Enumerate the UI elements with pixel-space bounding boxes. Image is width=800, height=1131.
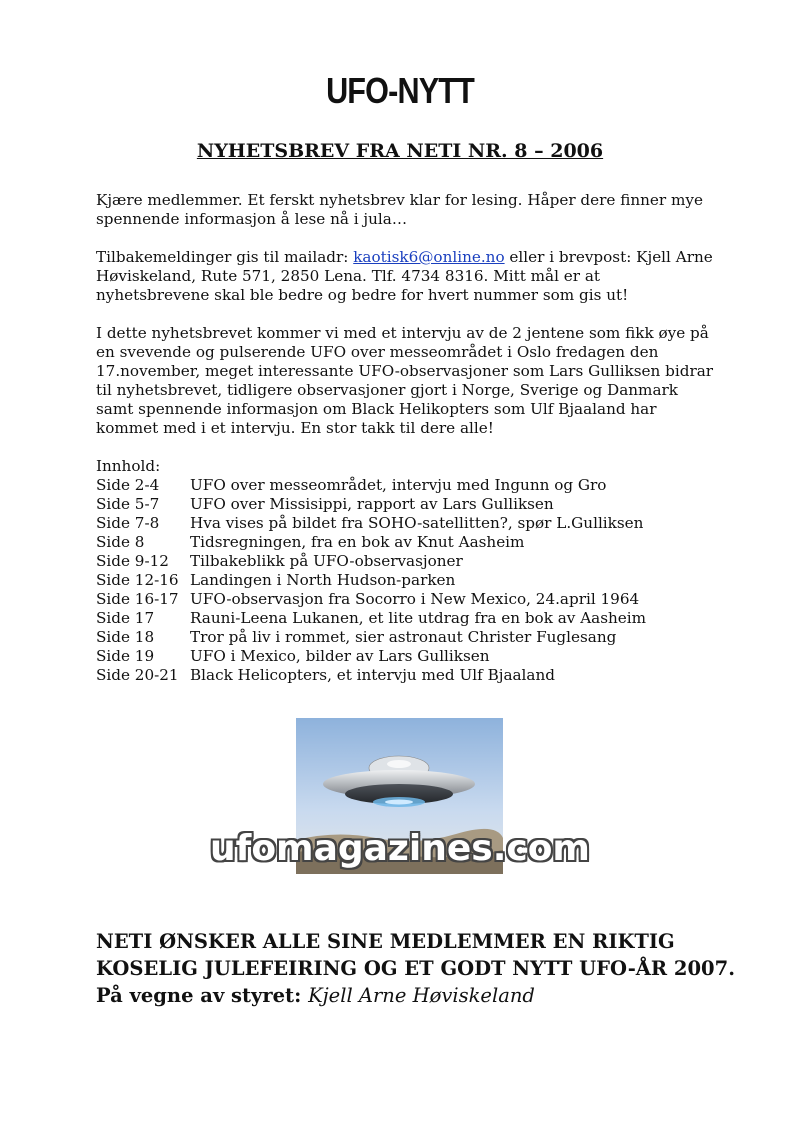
page-title: UFO-NYTT: [326, 70, 474, 111]
toc-row: [96, 628, 716, 647]
summary-paragraph: I dette nyhetsbrevet kommer vi med et intervju av de 2 jentene som fikk øye på en svevende og pulserende UFO over messeområdet i Oslo fredagen den 17.november, meget interessante UFO-observasjoner som Lars Gulliksen bidrar til nyhetsbrevet, tidligere observasjoner gjort i Norge, Sverige og Danmark samt spennende informasjon om Black Helikopters som Ulf Bjaaland har kommet med i et intervju. En stor takk til dere alle!: [96, 324, 714, 437]
toc-page-range: Side 5-7: [96, 495, 160, 513]
email-link[interactable]: kaotisk6@online.no: [353, 248, 505, 266]
toc-row: [96, 514, 716, 533]
toc-page-range: Side 7-8: [96, 514, 160, 532]
toc-page-range: Side 16-17: [96, 590, 179, 608]
toc-article-title: Hva vises på bildet fra SOHO-satellitten?, spør L.Gulliksen: [190, 514, 644, 532]
toc-page-range: Side 8: [96, 533, 145, 551]
toc-page-range: Side 19: [96, 647, 155, 665]
toc-row: [96, 590, 716, 609]
toc-heading: Innhold:: [96, 457, 161, 475]
toc-article-title: Landingen i North Hudson-parken: [190, 571, 456, 589]
toc-row: [96, 666, 716, 685]
toc-row: [96, 571, 716, 590]
toc-page-range: Side 9-12: [96, 552, 169, 570]
toc-page-range: Side 12-16: [96, 571, 179, 589]
closing-message: [96, 928, 736, 1009]
feedback-paragraph: [96, 248, 716, 305]
toc-row: [96, 647, 716, 666]
feedback-address-text: eller i brevpost: Kjell Arne Høviskeland, Rute 571, 2850 Lena. Tlf. 4734 8316. Mitt mål er at nyhetsbrevene skal ble bedre og bedre for hvert nummer som gis ut!: [96, 248, 713, 304]
toc-article-title: Tilbakeblikk på UFO-observasjoner: [190, 552, 463, 570]
toc-article-title: Black Helicopters, et intervju med Ulf Bjaaland: [190, 666, 555, 684]
watermark-text: ufomagazines.com: [210, 828, 590, 869]
feedback-lead-text: Tilbakemeldinger gis til mailadr:: [96, 248, 354, 266]
toc-article-title: Tror på liv i rommet, sier astronaut Christer Fuglesang: [190, 628, 617, 646]
intro-paragraph: Kjære medlemmer. Et ferskt nyhetsbrev klar for lesing. Håper dere finner mye spennende informasjon å lese nå i jula…: [96, 191, 703, 228]
toc-page-range: Side 17: [96, 609, 155, 627]
toc-page-range: Side 18: [96, 628, 155, 646]
toc-article-title: Rauni-Leena Lukanen, et lite utdrag fra en bok av Aasheim: [190, 609, 647, 627]
toc-article-title: UFO over messeområdet, intervju med Ingunn og Gro: [190, 476, 607, 494]
toc-page-range: Side 20-21: [96, 666, 179, 684]
toc-article-title: Tidsregningen, fra en bok av Knut Aasheim: [190, 533, 525, 551]
toc-row: [96, 495, 716, 514]
toc-row: [96, 552, 716, 571]
signature: Kjell Arne Høviskeland: [308, 984, 535, 1007]
table-of-contents: [96, 457, 716, 685]
toc-row: [96, 533, 716, 552]
toc-article-title: UFO i Mexico, bilder av Lars Gulliksen: [190, 647, 490, 665]
toc-row: [96, 609, 716, 628]
toc-article-title: UFO over Missisippi, rapport av Lars Gulliksen: [190, 495, 554, 513]
toc-row: [96, 476, 716, 495]
closing-text: NETI ØNSKER ALLE SINE MEDLEMMER EN RIKTIG KOSELIG JULEFEIRING OG ET GODT NYTT UFO-ÅR 2007. På vegne av styret:: [96, 930, 735, 1007]
toc-article-title: UFO-observasjon fra Socorro i New Mexico, 24.april 1964: [190, 590, 640, 608]
page-subtitle: NYHETSBREV FRA NETI NR. 8 – 2006: [196, 140, 604, 162]
toc-page-range: Side 2-4: [96, 476, 160, 494]
